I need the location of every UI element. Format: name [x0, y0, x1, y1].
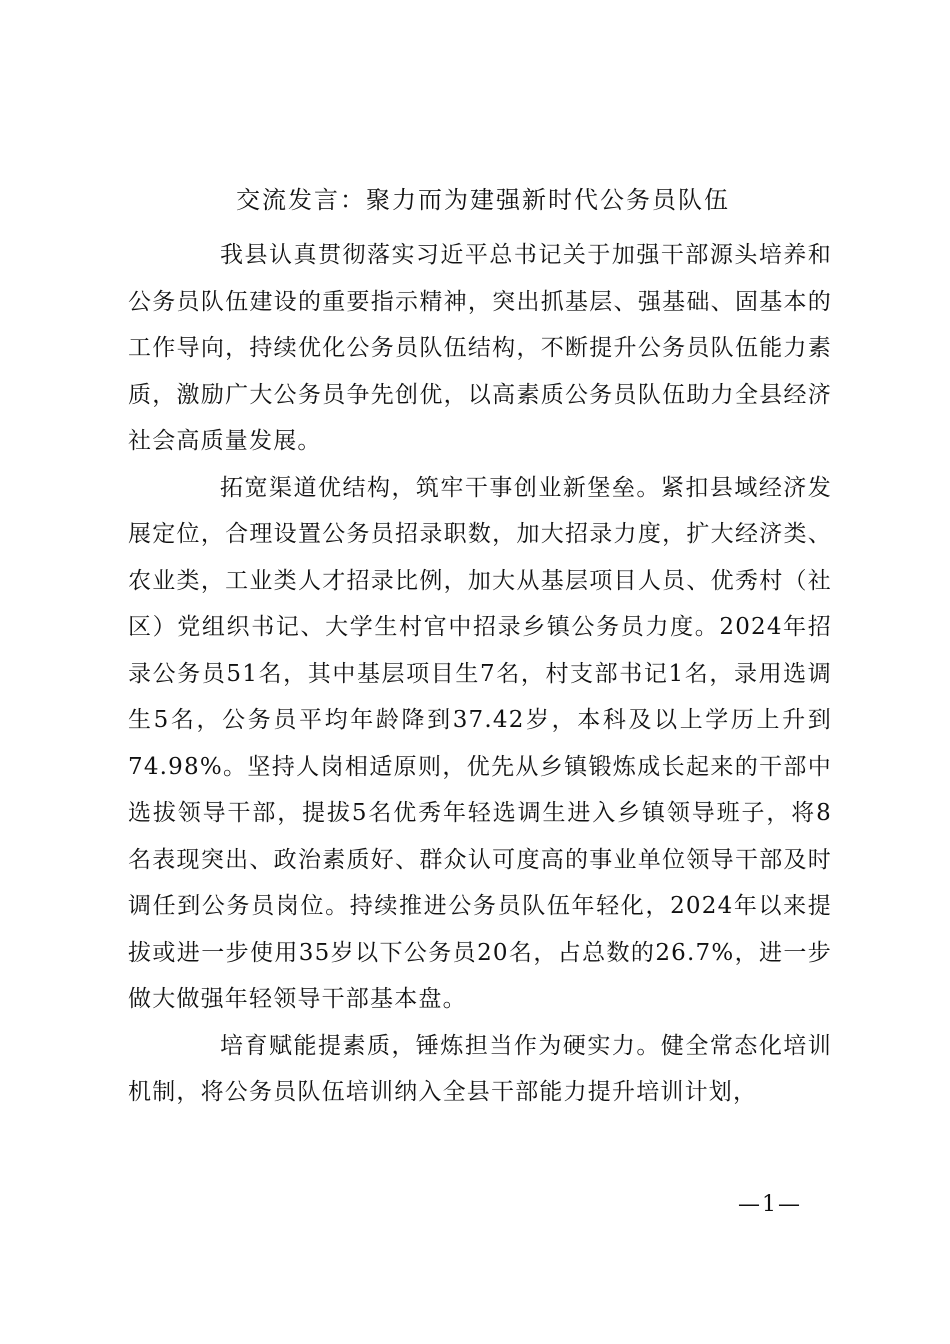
paragraph-training: 培育赋能提素质，锤炼担当作为硬实力。健全常态化培训机制，将公务员队伍培训纳入全县干部能力提升培训计划，	[128, 1032, 832, 1105]
paragraph-intro: 我县认真贯彻落实习近平总书记关于加强干部源头培养和公务员队伍建设的重要指示精神，突出抓基层、强基础、固基本的工作导向，持续优化公务员队伍结构，不断提升公务员队伍能力素质，激励广大公务员争先创优，以高素质公务员队伍助力全县经济社会高质量发展。	[128, 242, 832, 454]
document-body	[128, 232, 832, 1116]
document-title: 交流发言：聚力而为建强新时代公务员队伍	[236, 186, 730, 214]
paragraph-structure: 拓宽渠道优结构，筑牢干事创业新堡垒。紧扣县域经济发展定位，合理设置公务员招录职数，加大招录力度，扩大经济类、农业类，工业类人才招录比例，加大从基层项目人员、优秀村（社区）党组织书记、大学生村官中招录乡镇公务员力度。2024年招录公务员51名，其中基层项目生7名，村支部书记1名，录用选调生5名，公务员平均年龄降到37.42岁，本科及以上学历上升到74.98%。坚持人岗相适原则，优先从乡镇锻炼成长起来的干部中选拔领导干部，提拔5名优秀年轻选调生进入乡镇领导班子，将8名表现突出、政治素质好、群众认可度高的事业单位领导干部及时调任到公务员岗位。持续推进公务员队伍年轻化，2024年以来提拔或进一步使用35岁以下公务员20名，占总数的26.7%，进一步做大做强年轻领导干部基本盘。	[128, 474, 832, 1012]
page-number: —1—	[738, 1192, 802, 1217]
